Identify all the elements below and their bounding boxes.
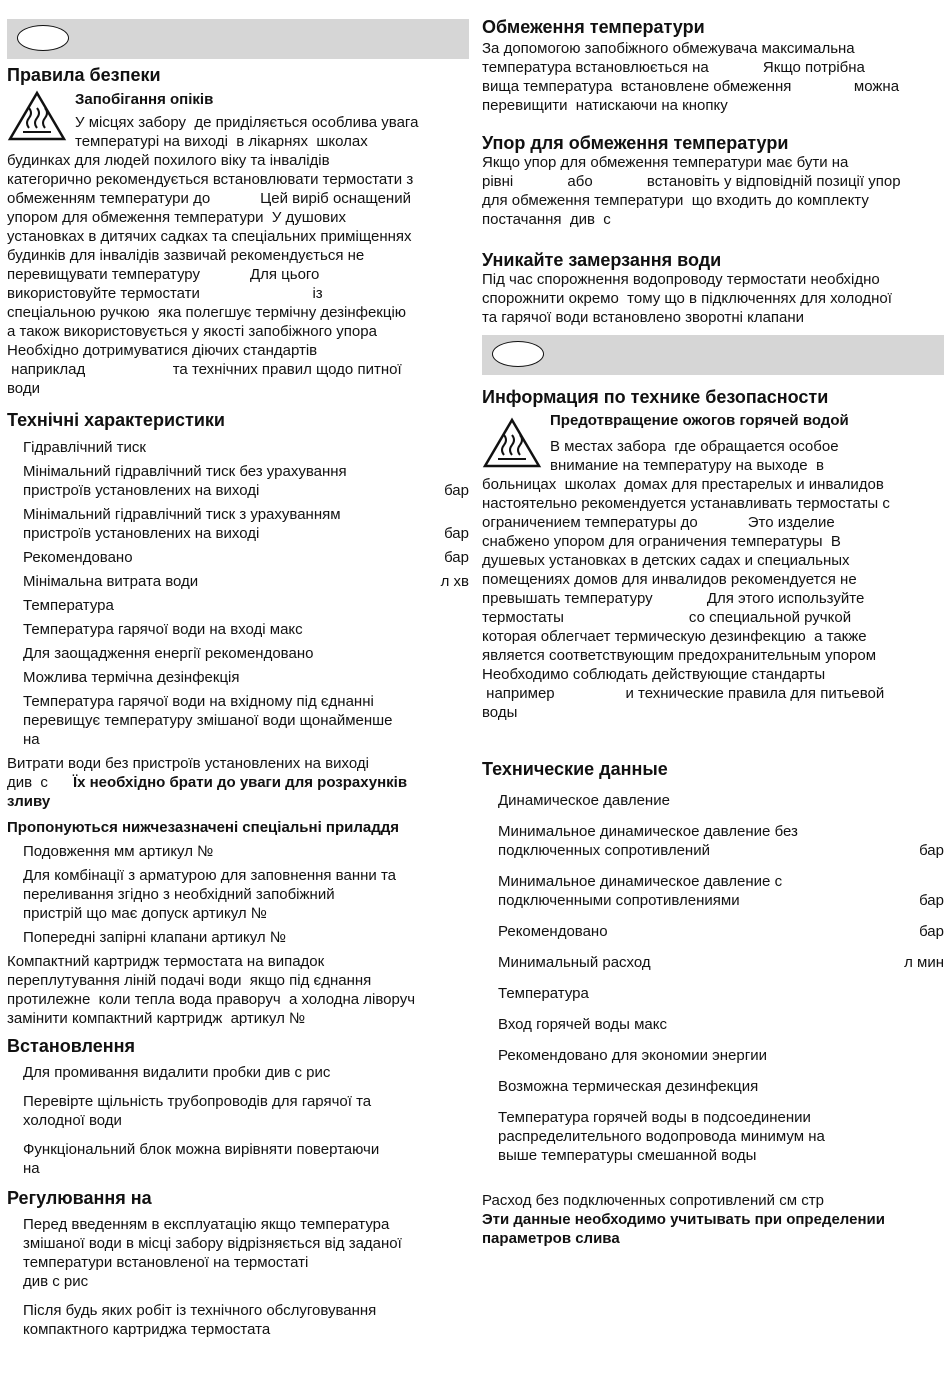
spec-row [482, 1108, 944, 1165]
spec-label: Можлива термічна дезінфекція [23, 669, 240, 686]
text-line: води [7, 380, 40, 397]
text-line: больницах школах домах для престарелых и инвалидов [482, 476, 884, 493]
text-line: та гарячої води встановлено зворотні клапани [482, 309, 805, 326]
spec-row [7, 462, 469, 500]
burn-body-text [7, 151, 469, 398]
spec-unit: бар [919, 923, 944, 940]
spec-label: Минимальный расход [498, 954, 651, 971]
safety-title: Правила безпеки [7, 65, 161, 85]
text-line: вища температура встановлене обмеження можна [482, 78, 900, 95]
spec-unit: бар [444, 482, 469, 499]
ru-burn-body-text [482, 475, 944, 722]
spec-label: Температура гарячої води на вхідному під єднанні перевищує температуру змішаної води щонайменше на [23, 693, 393, 748]
list-item: Подовження мм артикул № [23, 843, 214, 860]
cartridge-text [7, 952, 469, 1028]
burn-title: Запобігання опіків [75, 91, 214, 108]
text-line: для обмеження температури що входить до комплекту [482, 192, 869, 209]
burn-warning [7, 90, 469, 151]
spec-label: Минимальное динамическое давление с подключенными сопротивлениями [498, 873, 783, 909]
text-line: замінити компактний картридж артикул № [7, 1010, 306, 1027]
right-column [482, 0, 944, 1248]
list-item: Для комбінації з арматурою для заповнення ванни та переливання згідно з необхідний запобіжний пристрій що має допуск артикул № [23, 867, 396, 922]
hot-surface-warning-icon [7, 90, 67, 142]
spec-row [482, 922, 944, 941]
spec-label: Мінімальний гідравлічний тиск з урахуванням пристроїв установлених на виході [23, 506, 341, 542]
text-line: Якщо упор для обмеження температури має бути на [482, 154, 849, 171]
spec-row [7, 596, 469, 615]
stop-text [482, 153, 944, 229]
hot-surface-warning-icon [482, 417, 542, 469]
ru-burn-title: Предотвращение ожогов горячей водой [550, 412, 849, 429]
ru-tech-specs-list [482, 791, 944, 1165]
spec-row [7, 548, 469, 567]
spec-label: Температура [498, 985, 589, 1002]
ru-burn-warning [482, 411, 944, 475]
flow-line-2-ref: див с [7, 774, 73, 791]
adjust-list [7, 1215, 469, 1339]
spec-row [7, 692, 469, 749]
spec-label: Минимальное динамическое давление без подключенных сопротивлений [498, 823, 798, 859]
spec-unit: бар [919, 842, 944, 859]
freeze-text [482, 270, 944, 327]
accessories-title: Пропонуються нижчезазначені спеціальні приладдя [7, 819, 400, 836]
spec-row [482, 872, 944, 910]
language-band-ru [482, 335, 944, 375]
text-line: За допомогою запобіжного обмежувача максимальна [482, 40, 855, 57]
text-line: а також використовується у якості запобіжного упора [7, 323, 377, 340]
flow-line-1: Витрати води без пристроїв установлених на виході [7, 755, 369, 772]
ru-flow-note [482, 1191, 944, 1248]
text-line: ограничением температуры до Это изделие [482, 514, 835, 531]
text-line: душевых установках в детских садах и специальных [482, 552, 850, 569]
text-line: воды [482, 704, 518, 721]
spec-label: Динамическое давление [498, 792, 670, 809]
text-line: В местах забора где обращается особое [550, 438, 839, 455]
text-line: помещениях домов для инвалидов рекомендуется не [482, 571, 857, 588]
spec-label: Температура горячей воды в подсоединении распределительного водопровода минимум на выше температуры смешанной воды [498, 1109, 825, 1164]
spec-row [482, 953, 944, 972]
text-line: настоятельно рекомендуется устанавливать термостаты с [482, 495, 890, 512]
ru-flow-bold [482, 1210, 944, 1248]
list-item: Функціональний блок можна вирівняти повертаючи на [23, 1141, 380, 1177]
install-list [7, 1063, 469, 1178]
list-item: Попередні запірні клапани артикул № [23, 929, 286, 946]
text-line: температурі на виході в лікарнях школах [75, 133, 368, 150]
spec-label: Рекомендовано [498, 923, 608, 940]
spec-label: Для заощадження енергії рекомендовано [23, 645, 314, 662]
spec-unit: бар [444, 525, 469, 542]
list-item: Перевірте щільність трубопроводів для гарячої та холодної води [23, 1093, 372, 1129]
list-item: Після будь яких робіт із технічного обслуговування компактного картриджа термостата [23, 1302, 377, 1338]
ru-flow-line: Расход без подключенных сопротивлений см стр [482, 1192, 824, 1209]
spec-row [482, 984, 944, 1003]
left-column [7, 0, 469, 1349]
text-line: превышать температуру Для этого используйте [482, 590, 865, 607]
spec-label: Вход горячей воды макс [498, 1016, 667, 1033]
spec-row [7, 644, 469, 663]
spec-label: Рекомендовано [23, 549, 133, 566]
ru-safety-title: Информация по технике безопасности [482, 387, 829, 407]
text-line: використовуйте термостати із [7, 285, 323, 302]
language-band-uk [7, 19, 469, 59]
text-line: Під час спорожнення водопроводу термостати необхідно [482, 271, 880, 288]
flow-line-2 [7, 773, 469, 792]
text-line: температура встановлюється на Якщо потрібна [482, 59, 865, 76]
spec-unit: бар [444, 549, 469, 566]
text-line: будинків для інвалідів зазвичай рекомендується не [7, 247, 365, 264]
text-line: спеціальною ручкою яка полегшує термічну дезінфекцію [7, 304, 407, 321]
text-line: является соответствующим предохранительным упором [482, 647, 877, 664]
limit-title: Обмеження температури [482, 17, 705, 37]
text-line: параметров слива [482, 1230, 620, 1247]
spec-row [7, 438, 469, 457]
text-line: установках в дитячих садках та спеціальних приміщеннях [7, 228, 412, 245]
flow-line-3: зливу [7, 793, 51, 810]
tech-specs-list [7, 438, 469, 749]
stop-title: Упор для обмеження температури [482, 133, 789, 153]
ru-burn-indented-text [482, 437, 944, 475]
spec-row [7, 505, 469, 543]
spec-row [7, 620, 469, 639]
text-line: наприклад та технічних правил щодо питної [7, 361, 402, 378]
spec-label: Возможна термическая дезинфекция [498, 1078, 759, 1095]
spec-label: Рекомендовано для экономии энергии [498, 1047, 767, 1064]
text-line: термостаты со специальной ручкой [482, 609, 852, 626]
spec-row [482, 822, 944, 860]
list-item: Для промивання видалити пробки див с рис [23, 1064, 331, 1081]
install-title: Встановлення [7, 1036, 135, 1056]
spec-row [482, 1046, 944, 1065]
text-line: постачання див с [482, 211, 611, 228]
text-line: спорожнити окремо тому що в підключеннях для холодної [482, 290, 892, 307]
language-flag-oval [17, 25, 69, 51]
spec-row [7, 668, 469, 687]
language-flag-oval [492, 341, 544, 367]
accessories-list [7, 842, 469, 947]
spec-unit: л мин [904, 954, 944, 971]
text-line: Эти данные необходимо учитывать при определении [482, 1211, 885, 1228]
text-line: Необходимо соблюдать действующие стандарты [482, 666, 826, 683]
burn-indented-text [7, 113, 469, 151]
spec-label: Температура [23, 597, 114, 614]
tech-title: Технічні характеристики [7, 410, 225, 430]
text-line: Компактний картридж термостата на випадок [7, 953, 325, 970]
text-line: которая облегчает термическую дезинфекцию а также [482, 628, 867, 645]
text-line: рівні або встановіть у відповідній позиції упор [482, 173, 901, 190]
text-line: внимание на температуру на выходе в [550, 457, 824, 474]
text-line: перевищувати температуру Для цього [7, 266, 320, 283]
list-item: Перед введенням в експлуатацію якщо температура змішаної води в місці забору відрізняється від заданої температури встановленої на термостаті див с рис [23, 1216, 402, 1290]
text-line: переплутування ліній подачі води якщо під єднання [7, 972, 372, 989]
spec-label: Мінімальна витрата води [23, 573, 199, 590]
flow-note [7, 754, 469, 811]
text-line: Необхідно дотримуватися діючих стандартів [7, 342, 318, 359]
flow-line-2-bold: Їх необхідно брати до уваги для розрахунків [72, 774, 408, 791]
text-line: протилежне коли тепла вода праворуч а холодна ліворуч [7, 991, 416, 1008]
text-line: например и технические правила для питьевой [482, 685, 885, 702]
spec-label: Температура гарячої води на вході макс [23, 621, 303, 638]
spec-row [482, 1015, 944, 1034]
adjust-title: Регулювання на [7, 1188, 152, 1208]
spec-unit: бар [919, 892, 944, 909]
spec-row [482, 1077, 944, 1096]
spec-row [7, 572, 469, 591]
limit-text [482, 39, 944, 115]
text-line: перевищити натискаючи на кнопку [482, 97, 728, 114]
text-line: обмеженням температури до Цей виріб оснащений [7, 190, 411, 207]
text-line: будинках для людей похилого віку та інвалідів [7, 152, 330, 169]
text-line: категорично рекомендується встановлювати термостати з [7, 171, 414, 188]
spec-label: Гідравлічний тиск [23, 439, 146, 456]
text-line: снабжено упором для ограничения температуры В [482, 533, 841, 550]
freeze-title: Уникайте замерзання води [482, 250, 722, 270]
text-line: упором для обмеження температури У душових [7, 209, 347, 226]
spec-label: Мінімальний гідравлічний тиск без урахування пристроїв установлених на виході [23, 463, 347, 499]
text-line: У місцях забору де приділяється особлива увага [75, 114, 419, 131]
spec-row [482, 791, 944, 810]
spec-unit: л хв [440, 573, 469, 590]
ru-tech-title: Технические данные [482, 759, 668, 779]
